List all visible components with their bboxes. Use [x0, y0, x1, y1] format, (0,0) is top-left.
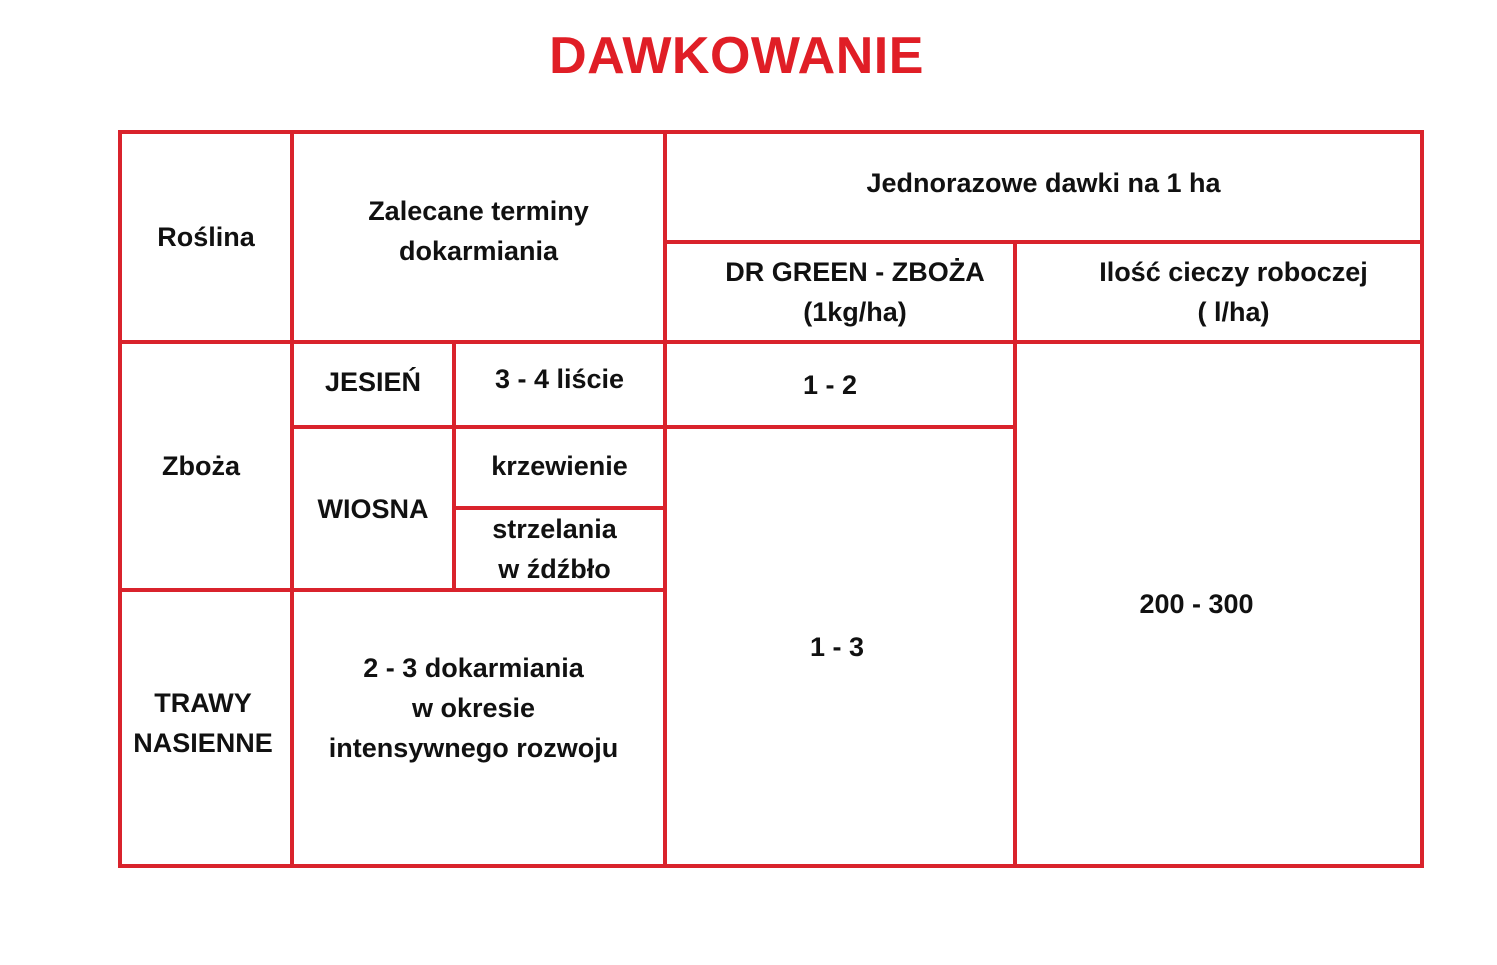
header-timing [294, 134, 663, 340]
autumn-dose-value: 1 - 2 [802, 369, 858, 400]
header-timing-line-1: Zalecane terminy [368, 196, 589, 226]
spring-stage-2-line-2: w źdźbło [498, 554, 611, 584]
liquid-amount-value: 200 - 300 [1139, 589, 1254, 619]
grasses-timing-line-2: w okresie [411, 693, 536, 723]
spring-grass-dose [667, 429, 1013, 864]
header-timing-line-2: dokarmiania [398, 236, 559, 266]
table-border-bottom [118, 864, 1424, 868]
spring-stage-1 [456, 429, 663, 506]
grasses-plant [122, 592, 290, 864]
header-product [667, 244, 1013, 340]
spring-stage-2-line-1: strzelania [492, 514, 617, 544]
spring-season-label: WIOSNA [317, 493, 429, 524]
header-product-line-1: DR GREEN - ZBOŻA [725, 257, 985, 287]
grasses-plant-line-1: TRAWY [154, 688, 252, 718]
liquid-amount [1017, 344, 1420, 864]
header-liquid-line-1: Ilość cieczy roboczej [1099, 257, 1368, 287]
header-product-line-2: (1kg/ha) [803, 297, 907, 327]
grasses-plant-line-2: NASIENNE [133, 728, 273, 758]
page-title: DAWKOWANIE [549, 27, 924, 85]
header-dose-group [667, 134, 1420, 240]
grasses-timing-line-1: 2 - 3 dokarmiania [363, 653, 584, 683]
header-plant-label: Roślina [157, 222, 255, 252]
grasses-timing-line-3: intensywnego rozwoju [328, 733, 619, 763]
autumn-season [294, 344, 452, 425]
header-dose-group-label: Jednorazowe dawki na 1 ha [866, 168, 1221, 198]
cereals-plant-label: Zboża [162, 451, 240, 481]
autumn-stage-label: 3 - 4 liście [494, 363, 625, 394]
spring-grass-dose-value: 1 - 3 [809, 631, 865, 662]
header-plant [122, 134, 290, 340]
autumn-stage [456, 344, 663, 425]
autumn-dose [667, 344, 1013, 425]
spring-season [294, 429, 452, 588]
grasses-timing [294, 592, 663, 864]
cereals-plant [122, 344, 290, 588]
header-liquid [1017, 244, 1420, 340]
autumn-season-label: JESIEŃ [324, 366, 422, 397]
spring-stage-2 [456, 510, 663, 588]
spring-stage-1-label: krzewienie [491, 450, 628, 481]
header-liquid-line-2: ( l/ha) [1197, 297, 1270, 327]
